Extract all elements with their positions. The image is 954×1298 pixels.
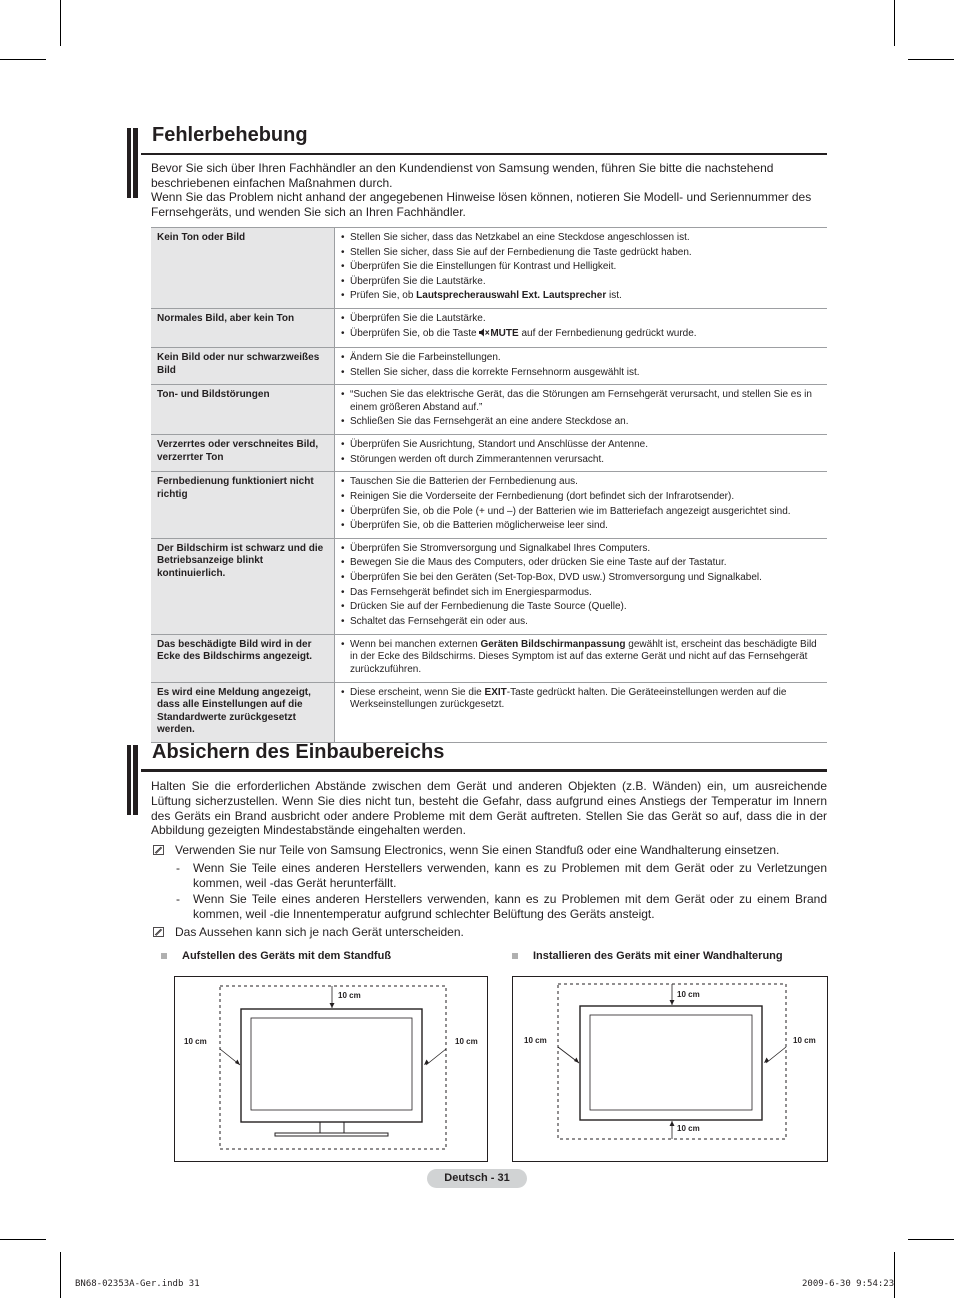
table-row (151, 682, 827, 742)
problem-cell: Es wird eine Meldung angezeigt, dass alle Einstellungen auf die Standardwerte zurückgesetzt werden. (151, 682, 335, 742)
heading-rule (141, 153, 827, 155)
table-row (151, 308, 827, 347)
keyword: Geräten Bildschirmanpassung (480, 638, 626, 650)
list-item: • Überprüfen Sie Stromversorgung und Signalkabel Ihres Computers. (341, 543, 821, 556)
clearance-label-bottom: 10 cm (677, 1124, 700, 1133)
crop-mark (60, 1252, 61, 1298)
problem-cell: Fernbedienung funktioniert nicht richtig (151, 472, 335, 538)
table-row (151, 472, 827, 538)
list-item: • Bewegen Sie die Maus des Computers, oder drücken Sie eine Taste auf der Tastatur. (341, 557, 821, 570)
crop-mark (908, 1239, 954, 1240)
list-item: • Schaltet das Fernsehgerät ein oder aus. (341, 616, 821, 629)
solution-cell (335, 435, 828, 472)
list-item: • Überprüfen Sie bei den Geräten (Set-Top-Box, DVD usw.) Stromversorgung und Signalkabel. (341, 572, 821, 585)
problem-cell: Normales Bild, aber kein Ton (151, 308, 335, 347)
list-item-text: Wenn bei manchen externen (350, 638, 481, 650)
dash-marker: - (176, 892, 180, 906)
list-item-text: gewählt ist, erscheint das beschädigte Bild in der Ecke des Bildschirms. Dieses Symptom ist auf das externe Gerät und nicht auf das Fernsehgerät zurückzuführen. (350, 638, 817, 675)
list-item: • Stellen Sie sicher, dass das Netzkabel an eine Steckdose angeschlossen ist. (341, 232, 821, 245)
stand-diagram-illustration (175, 977, 487, 1161)
problem-cell: Verzerrtes oder verschneites Bild, verzerrter Ton (151, 435, 335, 472)
list-item (341, 687, 821, 712)
list-item: • Überprüfen Sie, ob die Batterien möglicherweise leer sind. (341, 520, 821, 533)
clearance-label-top: 10 cm (677, 990, 700, 999)
list-item-text: auf der Fernbedienung gedrückt wurde. (518, 327, 697, 339)
note-text: Verwenden Sie nur Teile von Samsung Electronics, wenn Sie einen Standfuß oder eine Wandhalterung einsetzen. (175, 843, 780, 857)
list-item: • Überprüfen Sie die Lautstärke. (341, 313, 821, 326)
list-item-text: ist. (606, 290, 622, 302)
clearance-label-left: 10 cm (184, 1037, 207, 1046)
solution-cell (335, 385, 828, 435)
crop-mark (60, 0, 61, 46)
sub-note (176, 861, 827, 891)
list-item-text: Diese erscheint, wenn Sie die (350, 686, 485, 698)
page-title: Fehlerbehebung (152, 124, 308, 146)
caption-text: Installieren des Geräts mit einer Wandhalterung (533, 950, 783, 962)
problem-cell: Das beschädigte Bild wird in der Ecke des Bildschirms angezeigt. (151, 634, 335, 682)
list-item: • Stellen Sie sicher, dass Sie auf der Fernbedienung die Taste gedrückt haben. (341, 247, 821, 260)
list-item (341, 328, 821, 341)
list-item (341, 639, 821, 677)
list-item (341, 290, 821, 303)
solution-list (341, 232, 821, 303)
table-row (151, 435, 827, 472)
list-item: • Tauschen Sie die Batterien der Fernbedienung aus. (341, 476, 821, 489)
clearance-label-left: 10 cm (524, 1036, 547, 1045)
solution-list (341, 543, 821, 629)
intro-paragraph: Bevor Sie sich über Ihren Fachhändler an den Kundendienst von Samsung wenden, führen Sie bitte die nachstehend beschriebenen einfachen Maßnahmen durch. (151, 161, 774, 190)
square-bullet-icon (161, 953, 167, 959)
keyword: Lautsprecherauswahl Ext. Lautsprecher (416, 290, 607, 302)
sub-note-text: Wenn Sie Teile eines anderen Herstellers verwenden, kann es zu Problemen mit dem Gerät oder zu Verletzungen kommen, weil -das Gerät herunterfällt. (193, 861, 827, 890)
mute-speaker-icon (479, 328, 490, 337)
list-item: • Schließen Sie das Fernsehgerät an eine andere Steckdose an. (341, 416, 821, 429)
troubleshooting-table (151, 227, 827, 743)
crop-mark (894, 1252, 895, 1298)
page-number-badge: Deutsch - 31 (427, 1169, 527, 1188)
sub-note-text: Wenn Sie Teile eines anderen Herstellers verwenden, kann es zu Problemen mit dem Gerät oder zu einem Brand kommen, weil -die Innentemperatur aufgrund schlechter Belüftung des Geräts ansteigt. (193, 892, 827, 921)
problem-cell: Kein Ton oder Bild (151, 228, 335, 309)
table-row (151, 228, 827, 309)
crop-mark (908, 59, 954, 60)
note-text: Das Aussehen kann sich je nach Gerät unterscheiden. (175, 925, 464, 939)
solution-cell (335, 538, 828, 634)
solution-list (341, 389, 821, 429)
list-item: • Ändern Sie die Farbeinstellungen. (341, 352, 821, 365)
solution-cell (335, 472, 828, 538)
keyword: MUTE (490, 327, 519, 339)
solution-cell (335, 347, 828, 384)
footer-file-info: BN68-02353A-Ger.indb 31 (75, 1279, 200, 1289)
wall-mount-clearance-diagram (512, 976, 828, 1162)
list-item: • Überprüfen Sie Ausrichtung, Standort und Anschlüsse der Antenne. (341, 439, 821, 452)
list-item: • Störungen werden oft durch Zimmerantennen verursacht. (341, 454, 821, 467)
dash-marker: - (176, 861, 180, 875)
table-row (151, 347, 827, 384)
caption-text: Aufstellen des Geräts mit dem Standfuß (182, 950, 392, 962)
solution-cell (335, 682, 828, 742)
square-bullet-icon (512, 953, 518, 959)
sub-note (176, 892, 827, 922)
intro-paragraph: Wenn Sie das Problem nicht anhand der angegebenen Hinweise lösen können, notieren Sie Modell- und Seriennummer des Fernsehgeräts, und wenden Sie sich an Ihren Fachhändler. (151, 190, 812, 219)
crop-mark (0, 59, 46, 60)
list-item-text: Prüfen Sie, ob (350, 290, 417, 302)
list-item: • Überprüfen Sie die Einstellungen für Kontrast und Helligkeit. (341, 261, 821, 274)
problem-cell: Der Bildschirm ist schwarz und die Betriebsanzeige blinkt kontinuierlich. (151, 538, 335, 634)
list-item: • Das Fernsehgerät befindet sich im Energiesparmodus. (341, 587, 821, 600)
table-row (151, 634, 827, 682)
solution-list (341, 639, 821, 677)
crop-mark (894, 0, 895, 46)
table-row (151, 538, 827, 634)
table-row (151, 385, 827, 435)
clearance-label-right: 10 cm (793, 1036, 816, 1045)
list-item: • Überprüfen Sie die Lautstärke. (341, 276, 821, 289)
note-pencil-icon (153, 845, 164, 855)
list-item: • Stellen Sie sicher, dass die korrekte Fernsehnorm ausgewählt ist. (341, 367, 821, 380)
installation-body-text: Halten Sie die erforderlichen Abstände zwischen dem Gerät und anderen Objekten (z.B. Wänden) ein, um ausreichende Lüftung sicherzustellen. Wenn Sie dies nicht tun, besteht die Gefahr, dass aufgrund eines Anstiegs der Temperatur im Innern des Geräts ein Brand ausbricht oder andere Probleme mit dem Gerät auftreten. Stellen Sie das Gerät so auf, dass die in der Abbildung gezeigten Mindestabstände eingehalten werden. (151, 779, 827, 838)
note-pencil-icon (153, 927, 164, 937)
clearance-label-right: 10 cm (455, 1037, 478, 1046)
list-item: • Reinigen Sie die Vorderseite der Fernbedienung (dort befindet sich der Infrarotsender). (341, 491, 821, 504)
wall-diagram-illustration (513, 977, 827, 1161)
section-title: Absichern des Einbaubereichs (152, 741, 445, 763)
list-item: • Drücken Sie auf der Fernbedienung die Taste Source (Quelle). (341, 601, 821, 614)
solution-list (341, 687, 821, 712)
list-item-text: -Taste gedrückt halten. Die Geräteeinstellungen werden auf die Werkseinstellungen zurückgesetzt. (350, 686, 787, 711)
solution-cell (335, 308, 828, 347)
list-item: • Überprüfen Sie, ob die Pole (+ und –) der Batterien wie im Batteriefach angezeigt ausgerichtet sind. (341, 506, 821, 519)
solution-list (341, 313, 821, 340)
solution-list (341, 352, 821, 379)
crop-mark (0, 1239, 46, 1240)
solution-cell (335, 228, 828, 309)
intro-text (151, 161, 827, 219)
problem-cell: Ton- und Bildstörungen (151, 385, 335, 435)
solution-list (341, 476, 821, 532)
list-item: • “Suchen Sie das elektrische Gerät, das die Störungen am Fernsehgerät verursacht, und stellen Sie es in einem größeren Abstand auf.” (341, 389, 821, 414)
stand-clearance-diagram (174, 976, 488, 1162)
clearance-label-top: 10 cm (338, 991, 361, 1000)
footer-timestamp: 2009-6-30 9:54:23 (802, 1279, 895, 1289)
solution-cell (335, 634, 828, 682)
heading-rule (141, 769, 827, 772)
keyword: EXIT (484, 686, 507, 698)
list-item-text: Überprüfen Sie, ob die Taste (350, 327, 480, 339)
solution-list (341, 439, 821, 466)
problem-cell: Kein Bild oder nur schwarzweißes Bild (151, 347, 335, 384)
